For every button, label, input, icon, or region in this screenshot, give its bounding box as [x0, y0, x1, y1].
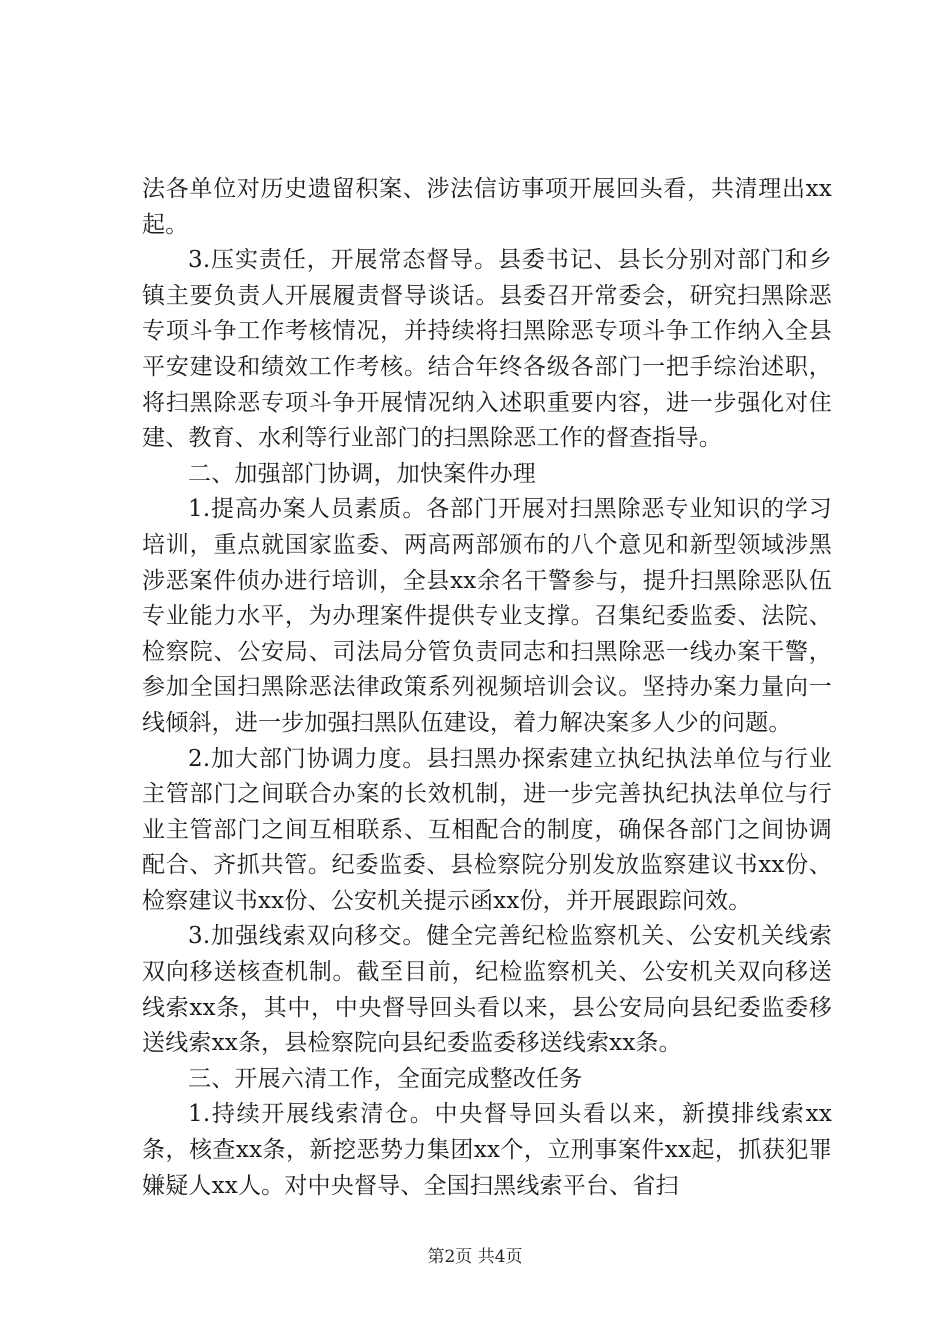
paragraph-continuation: 法各单位对历史遗留积案、涉法信访事项开展回头看，共清理出xx起。 — [142, 176, 832, 238]
document-body — [142, 172, 832, 1204]
paragraph-item-3-clue-transfer: 3.加强线索双向移交。健全完善纪检监察机关、公安机关线索双向移送核查机制。截至目前，纪检监察机关、公安机关双向移送线索xx条，其中，中央督导回头看以来，县公安局向县纪委监委移送线索xx条，县检察院向县纪委监委移送线索xx条。 — [142, 923, 832, 1057]
section-heading-2: 二、加强部门协调，加快案件办理 — [188, 460, 536, 487]
section-heading-3: 三、开展六清工作，全面完成整改任务 — [188, 1065, 583, 1092]
paragraph-item-3-responsibility: 3.压实责任，开展常态督导。县委书记、县长分别对部门和乡镇主要负责人开展履责督导谈话。县委召开常委会，研究扫黑除恶专项斗争工作考核情况，并持续将扫黑除恶专项斗争工作纳入全县平安建设和绩效工作考核。结合年终各级各部门一把手综治述职，将扫黑除恶专项斗争开展情况纳入述职重要内容，进一步强化对住建、教育、水利等行业部门的扫黑除恶工作的督查指导。 — [142, 247, 832, 452]
paragraph-item-1-clue-clearing: 1.持续开展线索清仓。中央督导回头看以来，新摸排线索xx条，核查xx条，新挖恶势力集团xx个，立刑事案件xx起，抓获犯罪嫌疑人xx人。对中央督导、全国扫黑线索平台、省扫 — [142, 1101, 832, 1199]
page-footer: 第2页 共4页 — [427, 1247, 523, 1267]
paragraph-item-2-coordination: 2.加大部门协调力度。县扫黑办探索建立执纪执法单位与行业主管部门之间联合办案的长效机制，进一步完善执纪执法单位与行业主管部门之间互相联系、互相配合的制度，确保各部门之间协调配合、齐抓共管。纪委监委、县检察院分别发放监察建议书xx份、检察建议书xx份、公安机关提示函xx份，并开展跟踪问效。 — [142, 745, 832, 914]
paragraph-item-1-training: 1.提高办案人员素质。各部门开展对扫黑除恶专业知识的学习培训，重点就国家监委、两高两部颁布的八个意见和新型领域涉黑涉恶案件侦办进行培训，全县xx余名干警参与，提升扫黑除恶队伍专业能力水平，为办理案件提供专业支撑。召集纪委监委、法院、检察院、公安局、司法局分管负责同志和扫黑除恶一线办案干警，参加全国扫黑除恶法律政策系列视频培训会议。坚持办案力量向一线倾斜，进一步加强扫黑队伍建设，着力解决案多人少的问题。 — [142, 496, 832, 736]
